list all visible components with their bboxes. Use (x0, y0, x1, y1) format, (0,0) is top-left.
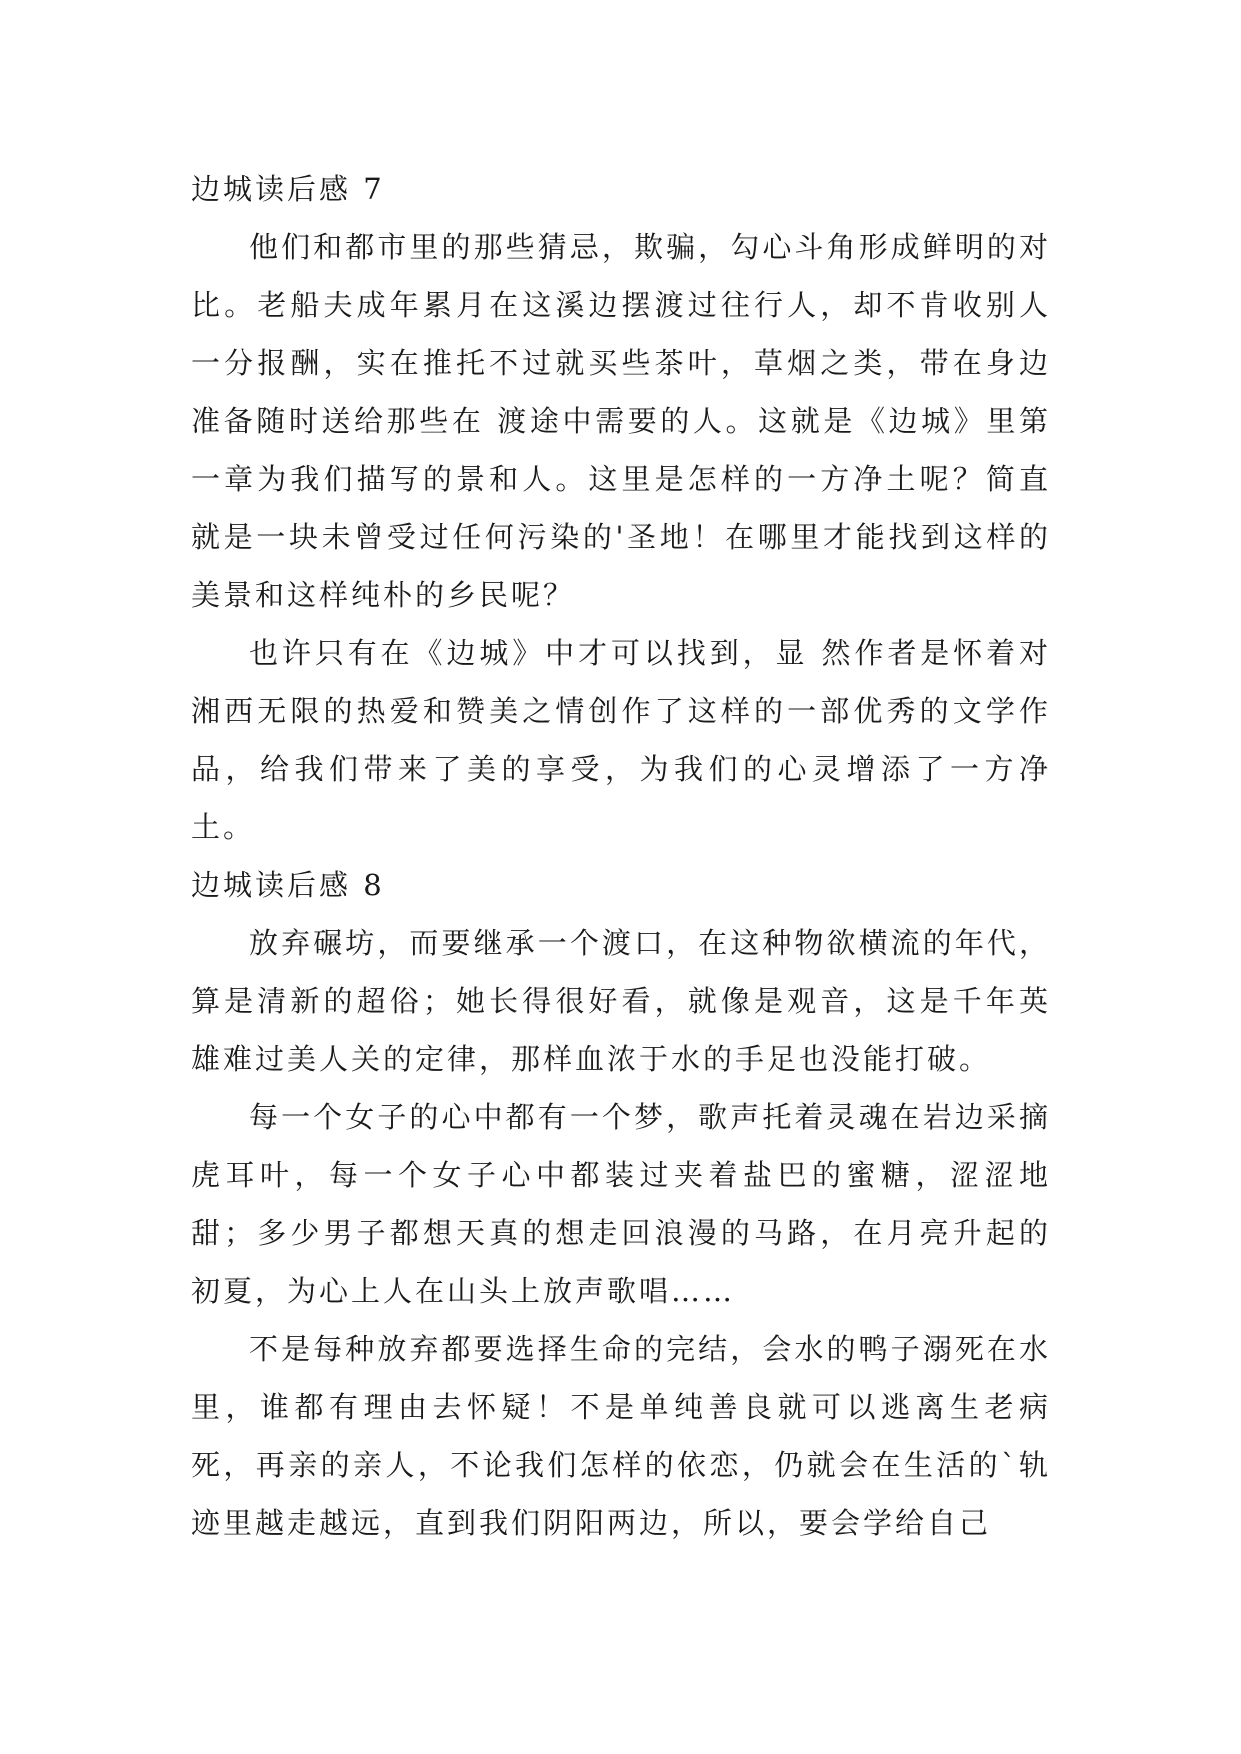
paragraph: 每一个女子的心中都有一个梦，歌声托着灵魂在岩边采摘虎耳叶，每一个女子心中都装过夹着盐巴的蜜糖，涩涩地甜；多少男子都想天真的想走回浪漫的马路，在月亮升起的初夏，为心上人在山头上放声歌唱…… (191, 1100, 1051, 1308)
paragraph: 放弃碾坊，而要继承一个渡口，在这种物欲横流的年代，算是清新的超俗；她长得很好看，就像是观音，这是千年英雄难过美人关的定律，那样血浓于水的手足也没能打破。 (191, 926, 1051, 1076)
document-body (191, 160, 1051, 1552)
section-heading-7: 边城读后感 7 (191, 172, 385, 206)
paragraph: 他们和都市里的那些猜忌，欺骗，勾心斗角形成鲜明的对比。老船夫成年累月在这溪边摆渡过往行人，却不肯收别人一分报酬，实在推托不过就买些茶叶，草烟之类，带在身边准备随时送给那些在 渡途中需要的人。这就是《边城》里第一章为我们描写的景和人。这里是怎样的一方净土呢？简直就是一块未曾受过任何污染的'圣地！在哪里才能找到这样的美景和这样纯朴的乡民呢？ (191, 230, 1051, 612)
paragraph: 也许只有在《边城》中才可以找到，显 然作者是怀着对湘西无限的热爱和赞美之情创作了这样的一部优秀的文学作品，给我们带来了美的享受，为我们的心灵增添了一方净土。 (191, 636, 1051, 844)
paragraph: 不是每种放弃都要选择生命的完结，会水的鸭子溺死在水里，谁都有理由去怀疑！不是单纯善良就可以逃离生老病死，再亲的亲人，不论我们怎样的依恋，仍就会在生活的`轨迹里越走越远，直到我们阴阳两边，所以，要会学给自己 (191, 1332, 1051, 1540)
section-heading-8: 边城读后感 8 (191, 868, 385, 902)
